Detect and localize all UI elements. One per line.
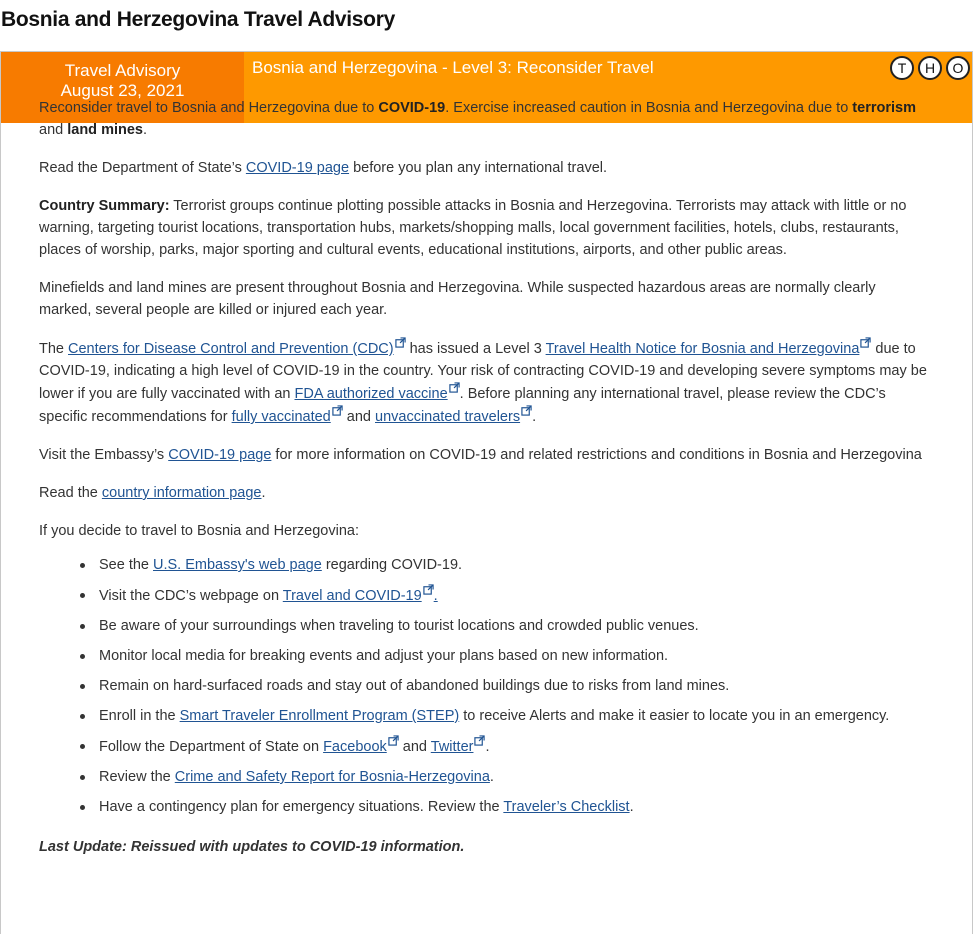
external-link-icon [395,337,406,348]
land-mines-paragraph: Minefields and land mines are present throughout Bosnia and Herzegovina. While suspected hazardous areas are normally clearly marked, several people are killed or injured each year. [39,280,876,318]
fda-vaccine-link[interactable]: FDA authorized vaccine [295,386,460,402]
external-link-icon [332,405,343,416]
unvaccinated-travelers-link[interactable]: unvaccinated travelers [375,409,532,425]
facebook-link[interactable]: Facebook [323,739,399,755]
crime-safety-report-link[interactable]: Crime and Safety Report for Bosnia-Herzegovina [174,769,490,785]
page-title: Bosnia and Herzegovina Travel Advisory [1,8,395,31]
if-you-decide-heading: If you decide to travel to Bosnia and Herzegovina: [39,523,359,539]
state-dept-paragraph: Read the Department of State’s COVID-19 page before you plan any international travel. [39,160,608,176]
bullet-icon [80,714,85,719]
fully-vaccinated-link[interactable]: fully vaccinated [232,409,343,425]
country-summary: Country Summary: Terrorist groups continue plotting possible attacks in Bosnia and Herzegovina. Terrorists may attack with little or no warning, targeting tourist locations, transportation hubs, markets/shopping malls, local government facilities, hotels, clubs, restaurants, places of worship, parks, major sporting and cultural events, educational institutions, airports, and other public areas. [39,198,907,258]
travel-covid-link[interactable]: Travel and COVID-19 . [283,588,438,604]
external-link-icon [474,735,485,746]
intro-paragraph: Reconsider travel to Bosnia and Herzegovina due to COVID-19. Exercise increased caution in Bosnia and Herzegovina due to terrorism and land mines. [39,100,916,138]
state-covid-link[interactable]: COVID-19 page [245,160,350,176]
external-link-icon [521,405,532,416]
bullet-icon [80,624,85,629]
list-item: Have a contingency plan for emergency situations. Review the Traveler’s Checklist. [79,796,929,818]
last-update: Last Update: Reissued with updates to COVID-19 information. [39,839,465,855]
list-item: Review the Crime and Safety Report for Bosnia-Herzegovina. [79,766,929,788]
advisory-level: Bosnia and Herzegovina - Level 3: Reconsider Travel [252,58,654,77]
bullet-icon [80,563,85,568]
embassy-paragraph: Visit the Embassy’s COVID-19 page for more information on COVID-19 and related restrictions and conditions in Bosnia and Herzegovina [39,447,922,463]
step-link[interactable]: Smart Traveler Enrollment Program (STEP) [179,708,460,724]
country-info-link[interactable]: country information page [101,485,262,501]
list-item: Follow the Department of State on Facebook and Twitter . [79,735,929,758]
bullet-icon [80,805,85,810]
travel-health-notice-link[interactable]: Travel Health Notice for Bosnia and Herzegovina [546,341,872,357]
country-info-paragraph: Read the country information page. [39,485,266,501]
advisory-date: August 23, 2021 [60,81,185,100]
cdc-paragraph: The Centers for Disease Control and Prevention (CDC) has issued a Level 3 Travel Health Notice for Bosnia and Herzegovina due to COVID-19, indicating a high level of COVID-19 in the country. Your risk of contracting COVID-19 and developing severe symptoms may be lower if you are fully vaccinated with an FDA authorized vaccine . Before planning any international travel, please review the CDC’s specific recommendations for fully vaccinated and unvaccinated travelers . [39,337,929,428]
travelers-checklist-link[interactable]: Traveler’s Checklist [503,799,630,815]
list-item: See the U.S. Embassy's web page regarding COVID-19. [79,554,929,576]
external-link-icon [388,735,399,746]
list-item: Visit the CDC’s webpage on Travel and COVID-19 . [79,584,929,607]
health-badge[interactable]: H [918,56,942,80]
list-item: Monitor local media for breaking events and adjust your plans based on new information. [79,645,929,667]
terrorism-badge[interactable]: T [890,56,914,80]
bullet-icon [80,654,85,659]
embassy-web-page-link[interactable]: U.S. Embassy's web page [153,557,322,573]
travel-tips-list [79,554,929,818]
external-link-icon [423,584,434,595]
advisory-label: Travel Advisory [64,61,181,80]
country-summary-label: Country Summary: [39,198,170,214]
risk-indicator-badges [890,56,970,80]
list-item: Enroll in the Smart Traveler Enrollment Program (STEP) to receive Alerts and make it easier to locate you in an emergency. [79,705,929,727]
embassy-covid-link[interactable]: COVID-19 page [168,447,272,463]
list-item: Remain on hard-surfaced roads and stay out of abandoned buildings due to risks from land mines. [79,675,929,697]
list-item: Be aware of your surroundings when traveling to tourist locations and crowded public venues. [79,615,929,637]
bullet-icon [80,775,85,780]
bullet-icon [80,684,85,689]
external-link-icon [449,382,460,393]
bullet-icon [80,744,85,749]
advisory-content [39,97,929,874]
external-link-icon [860,337,871,348]
twitter-link[interactable]: Twitter [431,739,486,755]
bullet-icon [80,593,85,598]
other-badge[interactable]: O [946,56,970,80]
cdc-link[interactable]: Centers for Disease Control and Prevention (CDC) [68,341,406,357]
